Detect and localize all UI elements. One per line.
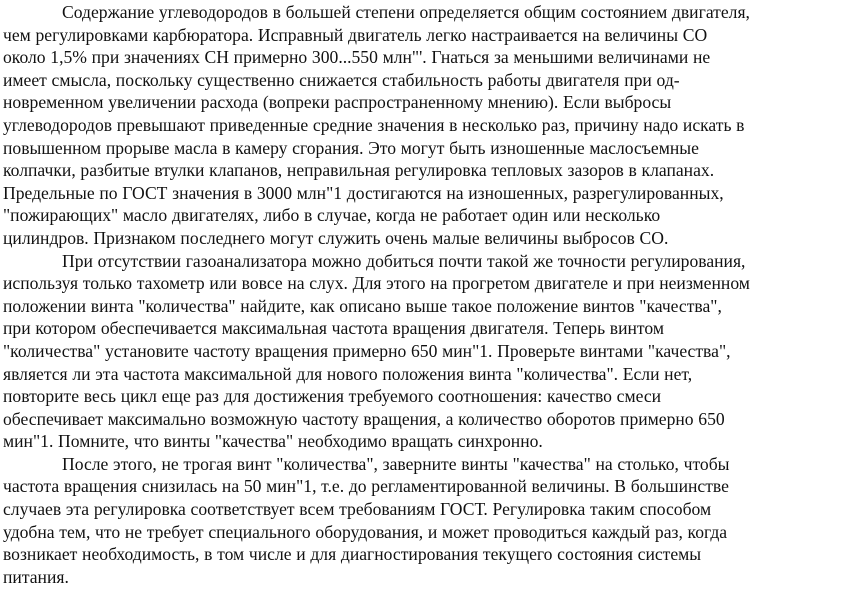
text-line: чем регулировками карбюратора. Исправный двигатель легко настраивается на величины СО xyxy=(3,24,708,45)
text-line: цилиндров. Признаком последнего могут служить очень малые величины выбросов СО. xyxy=(3,227,669,248)
text-line: положении винта "количества" найдите, как описано выше такое положение винтов "качества", xyxy=(3,295,722,316)
text-line: является ли эта частота максимальной для нового положения винта "количества". Если нет, xyxy=(3,363,693,384)
text-line: После этого, не трогая винт "количества", заверните винты "качества" на столько, чтобы xyxy=(62,453,730,474)
text-line: возникает необходимость, в том числе и для диагностирования текущего состояния системы xyxy=(3,544,702,565)
text-line: углеводородов превышают приведенные средние значения в несколько раз, причину надо искать в xyxy=(3,114,745,135)
paragraph-hydrocarbons xyxy=(3,1,842,250)
text-line: Содержание углеводородов в большей степени определяется общим состоянием двигателя, xyxy=(62,2,750,22)
text-line: при котором обеспечивается максимальная частота вращения двигателя. Теперь винтом xyxy=(3,318,664,339)
text-line: мин"1. Помните, что винты "качества" необходимо вращать синхронно. xyxy=(3,431,543,452)
text-line: питания. xyxy=(3,566,69,587)
text-line: около 1,5% при значениях СН примерно 300...550 млн"'. Гнаться за меньшими величинами не xyxy=(3,47,711,68)
text-line: имеет смысла, поскольку существенно снижается стабильность работы двигателя при од- xyxy=(3,69,680,90)
text-line: "пожирающих" масло двигателях, либо в случае, когда не работает один или несколько xyxy=(3,205,661,226)
text-line: При отсутствии газоанализатора можно добиться почти такой же точности регулирования, xyxy=(62,250,746,271)
text-line: Предельные по ГОСТ значения в 3000 млн"1 достигаются на изношенных, разрегулированных, xyxy=(3,182,724,203)
paragraph-tachometer-method xyxy=(3,250,842,453)
text-line: повторите весь цикл еще раз для достижения требуемого соотношения: качество смеси xyxy=(3,386,662,407)
text-line: повышенном прорыве масла в камеру сгорания. Это могут быть изношенные маслосъемные xyxy=(3,137,699,158)
text-line: новременном увеличении расхода (вопреки распространенному мнению). Если выбросы xyxy=(3,92,672,113)
text-line: случаев эта регулировка соответствует всем требованиям ГОСТ. Регулировка таким способом xyxy=(3,499,712,520)
text-line: используя только тахометр или вовсе на слух. Для этого на прогретом двигателе и при неизменном xyxy=(3,273,750,294)
text-line: "количества" установите частоту вращения примерно 650 мин"1. Проверьте винтами "качества", xyxy=(3,340,731,361)
text-line: частота вращения снизилась на 50 мин"1, т.е. до регламентированной величины. В большинстве xyxy=(3,476,729,497)
text-line: удобна тем, что не требует специального оборудования, и может проводиться каждый раз, когда xyxy=(3,521,728,542)
paragraph-final-adjustment xyxy=(3,453,842,589)
text-line: обеспечивает максимально возможную частоту вращения, а количество оборотов примерно 650 xyxy=(3,408,725,429)
text-line: колпачки, разбитые втулки клапанов, неправильная регулировка тепловых зазоров в клапанах. xyxy=(3,160,715,181)
